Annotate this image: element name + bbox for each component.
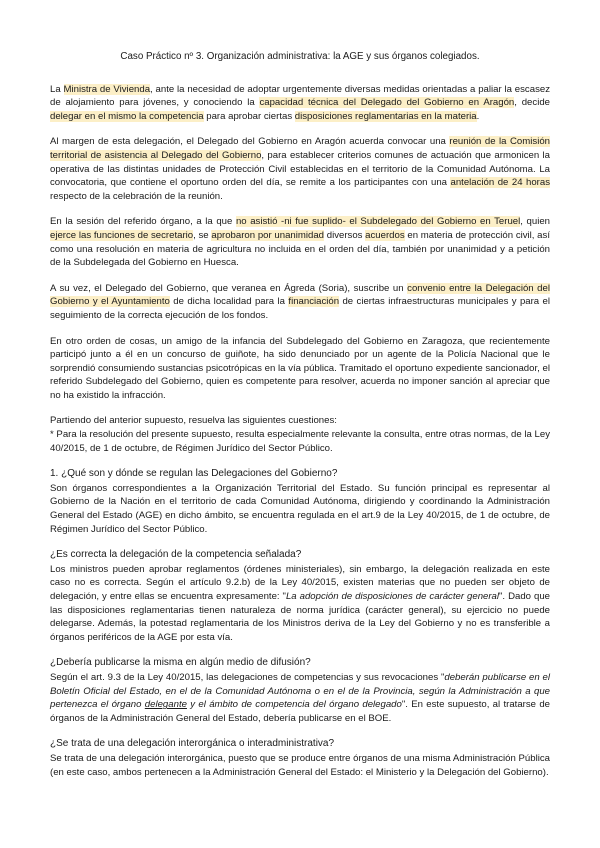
document-title: Caso Práctico nº 3. Organización administrativa: la AGE y sus órganos colegiados. bbox=[120, 51, 480, 62]
highlight: aprobaron por unanimidad bbox=[211, 229, 325, 241]
text-run: , para establecer criterios comunes de actuación que armonicen la operativa de las distintas unidades de Protección Civil establecidas en el territorio de la Comunidad Autónoma. La convocatoria, que contiene el oportuno orden del día, se remite a los participantes con una bbox=[50, 149, 551, 189]
text-run: , decide bbox=[514, 97, 550, 109]
question-2: ¿Es correcta la delegación de la competencia señalada? bbox=[50, 549, 302, 561]
answer-1: Son órganos correspondientes a la Organización Territorial del Estado. Su función principal es representar al Gobierno de la Nación en el territorio de cada Comunidad Autónoma, dirigiendo y coordinando la Administración General del Estado (AGE) en dicho ámbito, se encuentra regulada en el art.9 de la Ley 40/2015, de 1 de octubre, de Régimen Jurídico del Sector Público. bbox=[50, 482, 550, 535]
answer-3 bbox=[50, 671, 550, 725]
highlight: antelación de 24 horas bbox=[450, 177, 551, 189]
highlight: financiación bbox=[288, 296, 340, 308]
paragraph-instrucciones: Partiendo del anterior supuesto, resuelva las siguientes cuestiones: bbox=[50, 415, 337, 427]
question-1: 1. ¿Qué son y dónde se regulan las Delegaciones del Gobierno? bbox=[50, 468, 338, 480]
paragraph-convenio bbox=[50, 282, 550, 323]
underlined-term: delegante bbox=[144, 699, 187, 711]
highlight: acuerdos bbox=[365, 229, 405, 241]
text-run: A su vez, el Delegado del Gobierno, que veranea en Ágreda (Soria), suscribe un bbox=[50, 282, 408, 294]
text-run: diversos bbox=[324, 229, 366, 241]
text-run: Los ministros pueden aprobar reglamentos (órdenes ministeriales), sin embargo, la delegación realizada en este caso no es correcta. Según el artículo 9.2.b) de la Ley 40/2015, existen materias que no pueden ser objeto de delegación, y entre ellas se encuentra expresamente: " bbox=[50, 563, 550, 602]
highlight: Ministra de Vivienda bbox=[63, 83, 151, 95]
answer-2 bbox=[50, 563, 550, 645]
paragraph-nota: * Para la resolución del presente supuesto, resulta especialmente relevante la consulta, entre otras normas, de la Ley 40/2015, de 1 de octubre, de Régimen Jurídico del Sector Público. bbox=[50, 429, 550, 454]
highlight: convenio entre la Delegación del Gobierno y el Ayuntamiento bbox=[50, 282, 550, 308]
text-run: en materia de protección civil, así como una resolución en materia de agricultura no incluida en el orden del día, también por unanimidad y a petición de la Subdelegada del Gobierno en Huesca. bbox=[50, 229, 550, 269]
text-run: ". Dado que las disposiciones reglamentarias tienen naturaleza de norma jurídica (carácter general), su ejercicio no puede delegarse. Además, la potestad reglamentaria de los Ministros deriva de la Ley del Gobierno y no es transferible a órganos periféricos de la AGE por esta vía. bbox=[50, 591, 550, 643]
text-run: La bbox=[50, 83, 64, 95]
text-run: ". En este supuesto, al tratarse de órganos de la Administración General del Estado, debería publicarse en el BOE. bbox=[50, 699, 551, 724]
text-run: . bbox=[476, 110, 480, 122]
answer-4: Se trata de una delegación interorgánica, puesto que se produce entre órganos de una misma Administración Pública (en este caso, ambos pertenecen a la Administración General del Estado: el Ministerio y la Delegación del Gobierno). bbox=[50, 752, 550, 778]
text-run: respecto de la celebración de la reunión. bbox=[50, 190, 223, 202]
highlight: disposiciones reglamentarias en la materia bbox=[294, 110, 477, 122]
paragraph-sesion bbox=[50, 215, 550, 269]
highlight: reunión de la Comisión territorial de asistencia al Delegado del Gobierno bbox=[50, 136, 550, 161]
text-run: de dicha localidad para la bbox=[169, 296, 289, 308]
italic-quote: deberán publicarse en el Boletín Oficial del Estado, en el de la Comunidad Autónoma o en el de la Provincia, según la Administración a que pertenezca el órgano bbox=[50, 671, 550, 711]
text-run: , ante la necesidad de adoptar urgentemente diversas medidas orientadas a paliar la escasez de alojamiento para jóvenes, y conociendo la bbox=[50, 83, 550, 109]
text-run: En la sesión del referido órgano, a la que bbox=[50, 216, 236, 228]
text-run: Según el art. 9.3 de la Ley 40/2015, las delegaciones de competencias y sus revocaciones " bbox=[50, 671, 445, 683]
italic-quote: La adopción de disposiciones de carácter general bbox=[285, 591, 500, 602]
italic-quote: y el ámbito de competencia del órgano delegado bbox=[186, 699, 402, 711]
question-3: ¿Debería publicarse la misma en algún medio de difusión? bbox=[50, 657, 311, 669]
highlight: capacidad técnica del Delegado del Gobierno en Aragón bbox=[259, 97, 515, 109]
highlight: ejerce las funciones de secretario bbox=[50, 229, 194, 241]
text-run: para aprobar ciertas bbox=[203, 110, 295, 122]
text-run: , quien bbox=[520, 216, 550, 228]
paragraph-comision bbox=[50, 135, 550, 203]
paragraph-sancion: En otro orden de cosas, un amigo de la infancia del Subdelegado del Gobierno en Zaragoza, que recientemente participó junto a él en un concurso de guiñote, ha sido denunciado por un agente de la Policía Nacional que le sorprendió consumiendo sustancias psicotrópicas en la vía pública. Tramitado el oportuno expediente sancionador, el referido Subdelegado del Gobierno, quien es competente para resolver, acuerda no imponer sanción al apreciar que no ha existido la infracción. bbox=[50, 335, 550, 401]
text-run: , se bbox=[193, 229, 212, 241]
text-run: Al margen de esta delegación, el Delegado del Gobierno en Aragón acuerda convocar una bbox=[50, 136, 450, 148]
text-run: de ciertas infraestructuras municipales y para el seguimiento de la correcta ejecución de los fondos. bbox=[50, 296, 551, 321]
question-4: ¿Se trata de una delegación interorgánica o interadministrativa? bbox=[50, 738, 335, 750]
highlight: no asistió -ni fue suplido- el Subdelegado del Gobierno en Teruel bbox=[235, 216, 521, 228]
highlight: delegar en el mismo la competencia bbox=[50, 110, 204, 122]
paragraph-ministra bbox=[50, 83, 550, 124]
